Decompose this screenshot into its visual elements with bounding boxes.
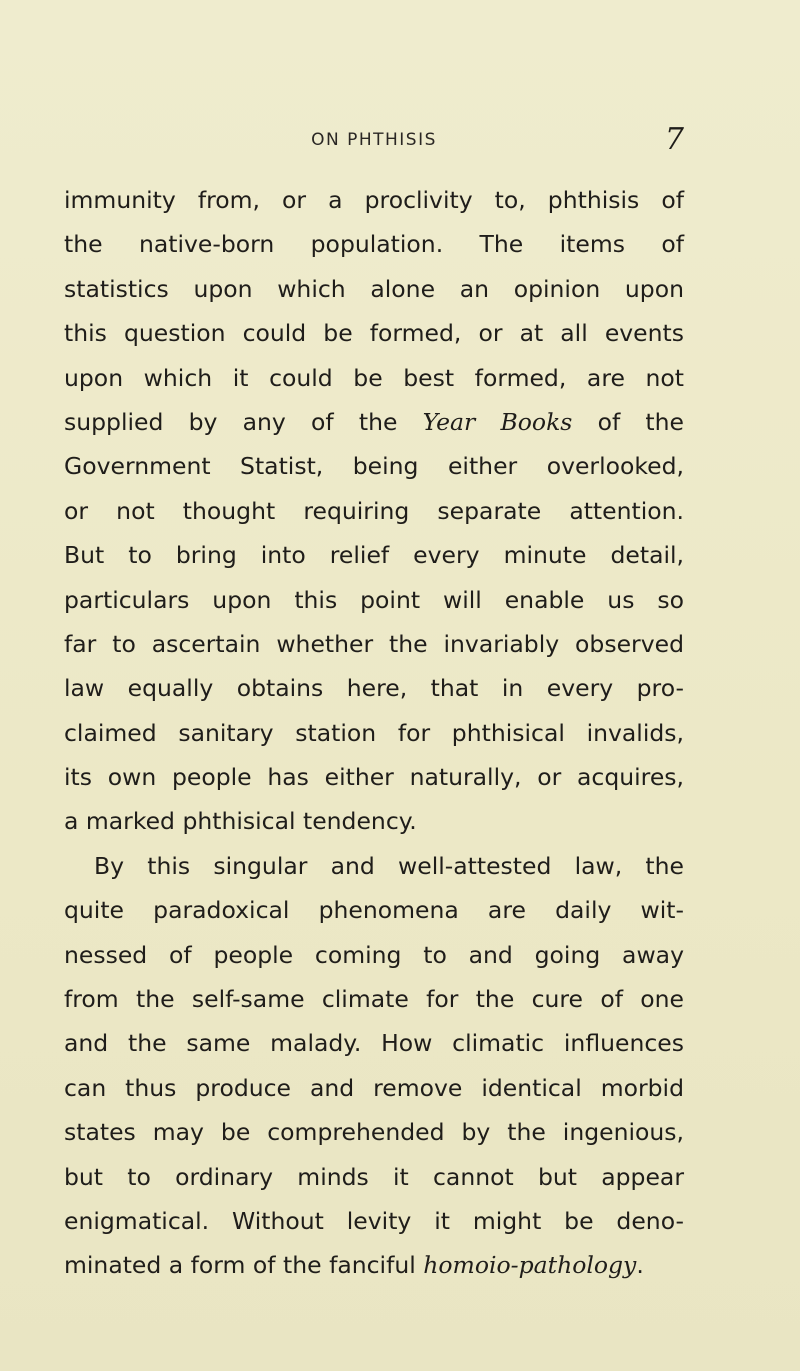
- text-line: upon which it could be best formed, are not: [64, 363, 684, 392]
- text-line: from the self-same climate for the cure of one: [64, 985, 684, 1014]
- text-line: a marked phthisical tendency.: [64, 807, 417, 836]
- text-line: but to ordinary minds it cannot but appear: [64, 1162, 684, 1191]
- body-text: [64, 178, 684, 1288]
- text-line: Government Statist, being either overlooked,: [64, 452, 684, 481]
- text-line: statistics upon which alone an opinion upon: [64, 274, 684, 303]
- text-line: particulars upon this point will enable us so: [64, 585, 684, 614]
- text-line: [64, 400, 684, 444]
- text-line: law equally obtains here, that in every pro-: [64, 674, 684, 703]
- page-number: 7: [664, 122, 684, 157]
- text-line: states may be comprehended by the ingenious,: [64, 1118, 684, 1147]
- text-line: far to ascertain whether the invariably observed: [64, 629, 684, 658]
- page-header: [64, 118, 684, 166]
- text-line: enigmatical. Without levity it might be deno-: [64, 1206, 684, 1235]
- text-line: this question could be formed, or at all events: [64, 319, 684, 348]
- text-segment: minated a form of the fanciful: [64, 1251, 424, 1280]
- text-line: claimed sanitary station for phthisical invalids,: [64, 718, 684, 747]
- italic-term: homoio-pathology: [423, 1251, 637, 1280]
- text-segment: of the: [572, 407, 684, 436]
- text-line: the native-born population. The items of: [64, 230, 684, 259]
- text-line: But to bring into relief every minute detail,: [64, 541, 684, 570]
- text-line: can thus produce and remove identical morbid: [64, 1073, 684, 1102]
- italic-title: Year Books: [422, 407, 573, 436]
- text-line: [64, 1243, 684, 1287]
- text-line: immunity from, or a proclivity to, phthisis of: [64, 186, 684, 214]
- text-segment: supplied by any of the: [64, 407, 423, 436]
- text-line: and the same malady. How climatic influences: [64, 1029, 684, 1058]
- text-line: By this singular and well-attested law, the: [94, 851, 684, 880]
- running-head: ON PHTHISIS: [311, 130, 437, 150]
- text-line: nessed of people coming to and going away: [64, 940, 684, 969]
- text-segment: .: [636, 1251, 644, 1280]
- text-line: or not thought requiring separate attention.: [64, 496, 684, 525]
- text-line: its own people has either naturally, or acquires,: [64, 763, 684, 792]
- text-line: quite paradoxical phenomena are daily wit-: [64, 896, 684, 925]
